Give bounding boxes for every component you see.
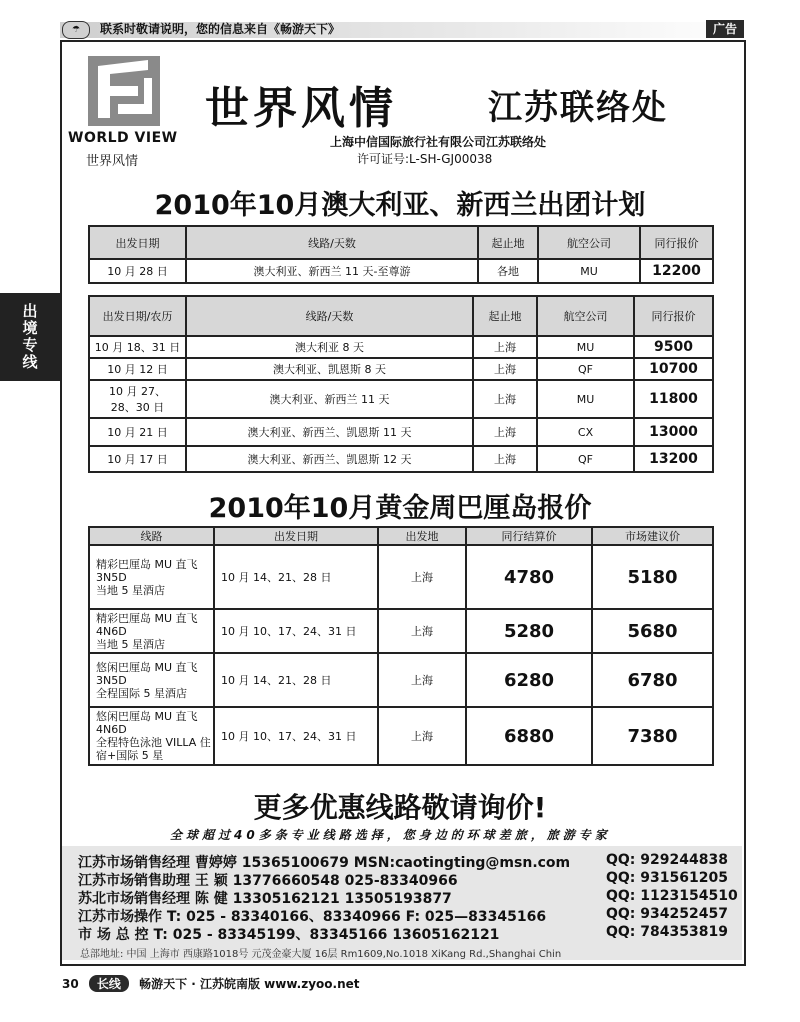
price-cell: 13200 <box>634 446 713 472</box>
logo-chinese: 世界风情 <box>86 154 139 169</box>
contact-box <box>62 846 742 960</box>
origin-cell: 上海 <box>473 358 537 380</box>
col-header: 线路 <box>89 527 214 545</box>
col-header: 起止地 <box>473 296 537 336</box>
route-cell: 澳大利亚、新西兰 11 天-至尊游 <box>186 259 478 283</box>
contact-line: 市 场 总 控 T: 025 - 83345199、83345166 13605162121 <box>78 927 500 943</box>
origin-cell: 上海 <box>473 380 537 418</box>
route-cell <box>89 707 214 765</box>
route-cell: 澳大利亚 8 天 <box>186 336 473 358</box>
airline-cell: QF <box>537 446 634 472</box>
retail-price-cell: 5180 <box>592 545 713 609</box>
date-cell: 10 月 27、28、30 日 <box>89 380 186 418</box>
table-row <box>89 707 713 765</box>
origin-cell: 上海 <box>378 545 466 609</box>
australia-table-premium <box>88 225 714 284</box>
route-hotel: 全程特色泳池 VILLA 住宿+国际 5 星 <box>96 736 211 762</box>
license-number: 许可证号:L-SH-GJ00038 <box>357 152 493 166</box>
col-header: 线路/天数 <box>186 226 478 259</box>
retail-price-cell: 5680 <box>592 609 713 653</box>
date-cell: 10 月 12 日 <box>89 358 186 380</box>
hq-address: 总部地址: 中国 上海市 西康路1018号 元茂金豪大厦 16层 Rm1609,No.1018 XiKang Rd.,Shanghai Chin <box>80 949 562 960</box>
route-name: 悠闲巴厘岛 MU 直飞 <box>96 660 198 674</box>
col-header: 出发地 <box>378 527 466 545</box>
origin-cell: 各地 <box>478 259 538 283</box>
slogan: 全球超过40多条专业线路选择，您身边的环球差旅，旅游专家 <box>170 828 611 842</box>
magazine-logo-icon: ☂ <box>62 21 90 39</box>
retail-price-cell: 6780 <box>592 653 713 707</box>
route-hotel: 当地 5 星酒店 <box>96 583 165 597</box>
price-cell: 10700 <box>634 358 713 380</box>
route-nights: 3N5D <box>96 673 127 687</box>
airline-cell: MU <box>537 380 634 418</box>
company-name: 上海中信国际旅行社有限公司江苏联络处 <box>330 135 547 149</box>
contact-qq: QQ: 929244838 <box>606 852 728 868</box>
col-header: 出发日期/农历 <box>89 296 186 336</box>
page-footer <box>62 975 360 992</box>
route-cell: 澳大利亚、凯恩斯 8 天 <box>186 358 473 380</box>
airline-cell: MU <box>537 336 634 358</box>
contact-line: 江苏市场操作 T: 025 - 83340166、83340966 F: 025—83345166 <box>78 909 547 925</box>
table-row <box>89 380 713 418</box>
more-deals-banner: 更多优惠线路敬请询价! <box>253 791 547 824</box>
route-name: 精彩巴厘岛 MU 直飞 <box>96 611 198 625</box>
side-tab: 出境专线 <box>0 293 60 381</box>
magazine-info: 畅游天下 · 江苏皖南版 www.zyoo.net <box>139 977 360 991</box>
top-bar <box>0 0 800 40</box>
route-cell <box>89 609 214 653</box>
table-row <box>89 545 713 609</box>
net-price-cell: 6280 <box>466 653 592 707</box>
price-cell: 13000 <box>634 418 713 446</box>
origin-cell: 上海 <box>378 707 466 765</box>
airline-cell: MU <box>538 259 640 283</box>
col-header: 起止地 <box>478 226 538 259</box>
bali-table <box>88 526 714 766</box>
col-header: 同行报价 <box>640 226 713 259</box>
route-cell <box>89 545 214 609</box>
origin-cell: 上海 <box>473 418 537 446</box>
australia-section-title: 2010年10月澳大利亚、新西兰出团计划 <box>154 190 646 221</box>
route-cell: 澳大利亚、新西兰、凯恩斯 12 天 <box>186 446 473 472</box>
date-cell: 10 月 28 日 <box>89 259 186 283</box>
col-header: 线路/天数 <box>186 296 473 336</box>
table-row <box>89 336 713 358</box>
office-title: 江苏联络处 <box>488 88 668 128</box>
bali-section-title: 2010年10月黄金周巴厘岛报价 <box>208 493 592 524</box>
date-cell: 10 月 10、17、24、31 日 <box>214 707 378 765</box>
world-view-logo-icon <box>88 56 160 126</box>
retail-price-cell: 7380 <box>592 707 713 765</box>
route-name: 悠闲巴厘岛 MU 直飞 <box>96 710 198 723</box>
contact-line: 苏北市场销售经理 陈 健 13305162121 13505193877 <box>78 891 452 907</box>
route-nights: 4N6D <box>96 624 127 638</box>
origin-cell: 上海 <box>473 446 537 472</box>
contact-qq: QQ: 934252457 <box>606 906 728 922</box>
table-row <box>89 446 713 472</box>
col-header: 航空公司 <box>538 226 640 259</box>
route-hotel: 当地 5 星酒店 <box>96 637 165 651</box>
route-name: 精彩巴厘岛 MU 直飞 <box>96 557 198 571</box>
ad-tag: 广告 <box>706 20 744 38</box>
table-row <box>89 418 713 446</box>
page-number: 30 <box>62 977 79 991</box>
date-cell: 10 月 10、17、24、31 日 <box>214 609 378 653</box>
date-cell: 10 月 14、21、28 日 <box>214 653 378 707</box>
route-cell: 澳大利亚、新西兰 11 天 <box>186 380 473 418</box>
route-cell: 澳大利亚、新西兰、凯恩斯 11 天 <box>186 418 473 446</box>
table-row <box>89 259 713 283</box>
route-nights: 3N5D <box>96 570 127 584</box>
col-header: 出发日期 <box>214 527 378 545</box>
origin-cell: 上海 <box>378 609 466 653</box>
net-price-cell: 4780 <box>466 545 592 609</box>
date-cell: 10 月 18、31 日 <box>89 336 186 358</box>
australia-table <box>88 295 714 473</box>
airline-cell: CX <box>537 418 634 446</box>
contact-line: 江苏市场销售助理 王 颖 13776660548 025-83340966 <box>78 873 458 889</box>
price-cell: 9500 <box>634 336 713 358</box>
date-cell: 10 月 17 日 <box>89 446 186 472</box>
route-nights: 4N6D <box>96 723 127 736</box>
table-row <box>89 358 713 380</box>
net-price-cell: 6880 <box>466 707 592 765</box>
col-header: 市场建议价 <box>592 527 713 545</box>
col-header: 航空公司 <box>537 296 634 336</box>
col-header: 出发日期 <box>89 226 186 259</box>
source-notice: 联系时敬请说明，您的信息来自《畅游天下》 <box>100 22 341 36</box>
airline-cell: QF <box>537 358 634 380</box>
contact-line: 江苏市场销售经理 曹婷婷 15365100679 MSN:caotingting@msn.com <box>78 855 571 871</box>
origin-cell: 上海 <box>378 653 466 707</box>
date-cell: 10 月 21 日 <box>89 418 186 446</box>
contact-qq: QQ: 784353819 <box>606 924 728 940</box>
col-header: 同行结算价 <box>466 527 592 545</box>
contact-qq: QQ: 1123154510 <box>606 888 738 904</box>
price-cell: 12200 <box>640 259 713 283</box>
table-row <box>89 609 713 653</box>
contact-qq: QQ: 931561205 <box>606 870 728 886</box>
table-row <box>89 653 713 707</box>
route-cell <box>89 653 214 707</box>
section-pill: 长线 <box>89 975 129 992</box>
net-price-cell: 5280 <box>466 609 592 653</box>
col-header: 同行报价 <box>634 296 713 336</box>
origin-cell: 上海 <box>473 336 537 358</box>
brand-title: 世界风情 <box>205 83 397 134</box>
logo-english: WORLD VIEW <box>68 130 178 146</box>
route-hotel: 全程国际 5 星酒店 <box>96 686 187 700</box>
date-cell: 10 月 14、21、28 日 <box>214 545 378 609</box>
price-cell: 11800 <box>634 380 713 418</box>
